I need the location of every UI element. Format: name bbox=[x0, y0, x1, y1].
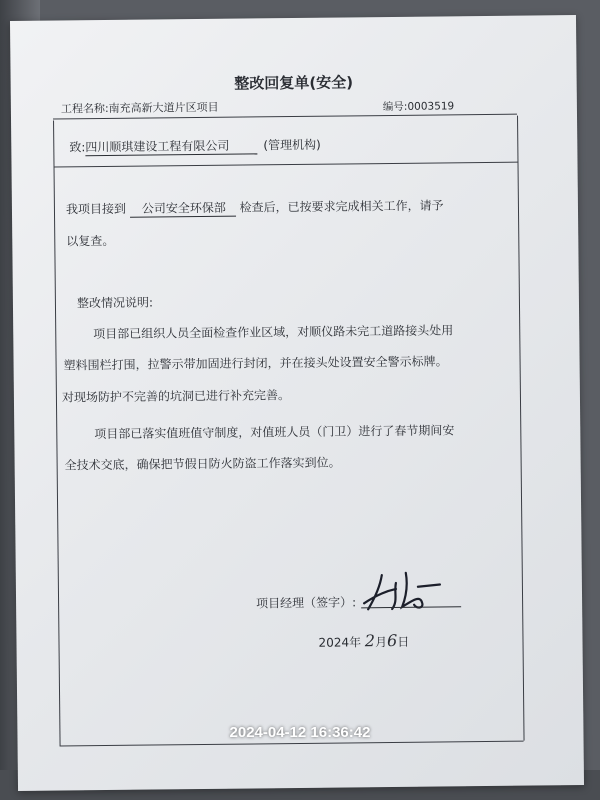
date-month-handwritten: 2 bbox=[364, 631, 376, 651]
rectification-line: 全技术交底，确保把节假日防火防盗工作落实到位。 bbox=[64, 455, 341, 473]
table-right-border bbox=[517, 116, 525, 741]
table-left-border bbox=[53, 121, 61, 746]
date-day-handwritten: 6 bbox=[386, 630, 398, 651]
inspection-paragraph bbox=[66, 196, 444, 218]
rectification-line: 对现场防护不完善的坑洞已进行补充完善。 bbox=[61, 388, 291, 405]
rectification-form-paper bbox=[10, 15, 584, 791]
table-row-divider bbox=[54, 162, 518, 168]
addressee-suffix: (管理机构) bbox=[263, 137, 321, 153]
inspection-paragraph-line2: 以复查。 bbox=[66, 233, 115, 249]
sign-date bbox=[318, 631, 409, 651]
addressee-company: 四川顺琪建设工程有限公司 bbox=[85, 138, 257, 156]
addressee-row bbox=[69, 136, 321, 157]
rectification-line: 项目部已组织人员全面检查作业区域，对顺仪路未完工道路接头处用 bbox=[93, 323, 454, 342]
signature-label: 项目经理（签字）: bbox=[256, 595, 357, 611]
date-month-unit: 月 bbox=[374, 635, 388, 650]
rectification-line: 塑料围栏打围，拉警示带加固进行封闭，并在接头处设置安全警示标牌。 bbox=[63, 354, 448, 373]
addressee-prefix: 致: bbox=[69, 140, 86, 155]
table-bottom-border bbox=[60, 741, 524, 747]
date-day-unit: 日 bbox=[397, 634, 410, 649]
project-name: 工程名称:南充高新大道片区项目 bbox=[60, 100, 219, 116]
date-year: 2024年 bbox=[318, 635, 362, 650]
rectification-heading: 整改情况说明: bbox=[76, 295, 154, 311]
serial-number: 编号:0003519 bbox=[382, 100, 455, 114]
paragraph-trailing-text: 检查后，已按要求完成相关工作，请予 bbox=[239, 198, 444, 215]
photo-timestamp-watermark: 2024-04-12 16:36:42 bbox=[229, 724, 371, 741]
rectification-line: 项目部已落实值班值守制度，对值班人员（门卫）进行了春节期间安 bbox=[94, 423, 455, 442]
inspecting-department: 公司安全环保部 bbox=[130, 201, 236, 218]
form-title: 整改回复单(安全) bbox=[234, 73, 354, 93]
paragraph-lead-text: 我项目接到 bbox=[65, 201, 127, 217]
